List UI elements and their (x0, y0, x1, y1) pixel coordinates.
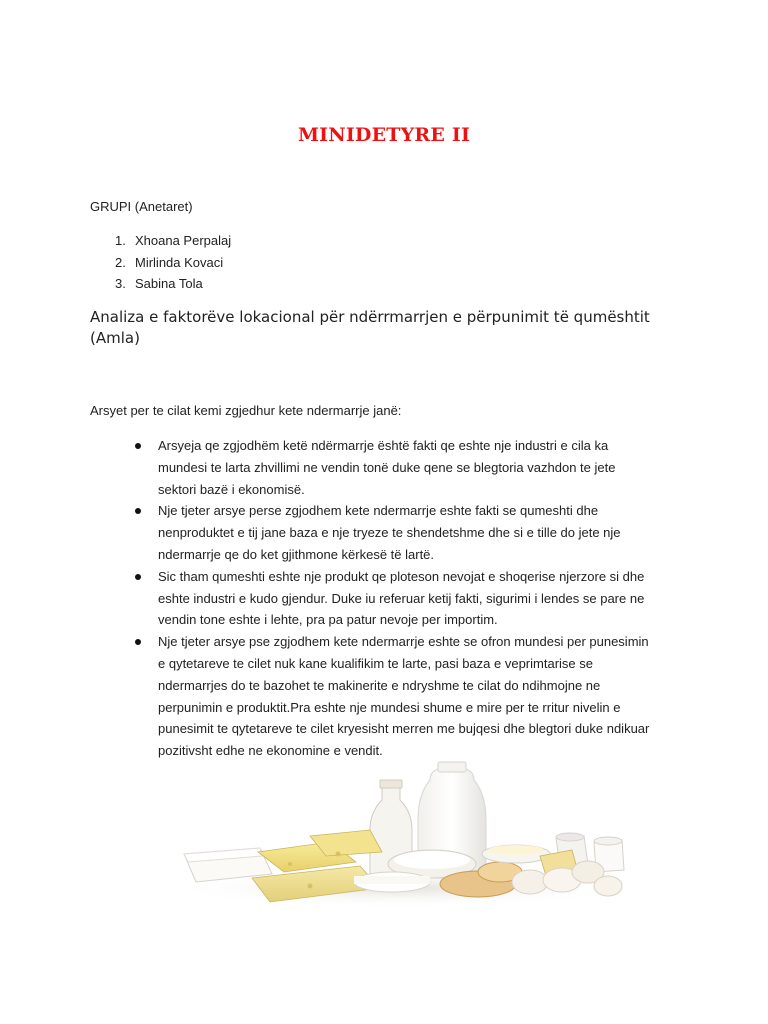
group-label: GRUPI (Anetaret) (90, 199, 193, 214)
section-heading: Analiza e faktorëve lokacional për ndërrmarrjen e përpunimit të qumështit (Amla) (90, 308, 650, 347)
list-item (90, 276, 231, 298)
bullet-icon (135, 574, 141, 580)
reason-text: Nje tjeter arsye perse zgjodhem kete ndermarrje eshte fakti se qumeshti dhe nenproduktet e tij jane baza e nje tryeze te shendetshme dhe si e tille do jete nje ndermarrje qe do ket gjithmone kërkesë të lartë. (158, 503, 621, 562)
bullet-icon (135, 508, 141, 514)
members-list (90, 233, 231, 298)
member-name: Mirlinda Kovaci (135, 254, 224, 270)
reason-text: Nje tjeter arsye pse zgjodhem kete ndermarrje eshte se ofron mundesi per punesimin e qytetareve te cilet nuk kane kualifikim te larte, pasi baza e veprimtarise se ndermarrjes do te bazohet te makinerite e ndryshme te cilat do ndihmojne ne perpunimin e produktit.Pra eshte nje mundesi shume e mire per te rritur nivelin e punesimit te qytetareve te cilet kryesisht merren me bujqesi dhe blegtori duke ndikuar pozitivsht edhe ne ekonomine e vendit. (158, 634, 650, 759)
reasons-list (130, 435, 655, 762)
reason-text: Sic tham qumeshti eshte nje produkt qe ploteson nevojat e shoqerise njerzore si dhe eshte industri e kudo gjendur. Duke iu referuar ketij fakti, sigurimi i lendes se pare ne vendin tone eshte i lehte, pra pa patur nevoje per importim. (158, 568, 645, 628)
list-number: 1. (115, 233, 126, 248)
list-item (130, 566, 655, 631)
list-number: 2. (115, 254, 126, 270)
list-item (130, 435, 655, 500)
list-number: 3. (115, 276, 126, 291)
list-item (130, 631, 655, 762)
dairy-products-image (160, 760, 640, 910)
page-title: MINIDETYRE II (297, 124, 471, 146)
bullet-icon (135, 639, 141, 645)
list-item (130, 500, 655, 565)
intro-text: Arsyet per te cilat kemi zgjedhur kete ndermarrje janë: (90, 403, 402, 418)
list-item (90, 255, 231, 277)
reason-text: Arsyeja qe zgjodhëm ketë ndërmarrje është fakti qe eshte nje industri e cila ka mundesi te larta zhvillimi ne vendin tonë duke qene se blegtoria vazhdon te jete sektori bazë i ekonomisë. (158, 438, 616, 497)
member-name: Xhoana Perpalaj (135, 233, 232, 248)
member-name: Sabina Tola (135, 276, 203, 291)
bullet-icon (135, 443, 141, 449)
list-item (90, 233, 231, 255)
